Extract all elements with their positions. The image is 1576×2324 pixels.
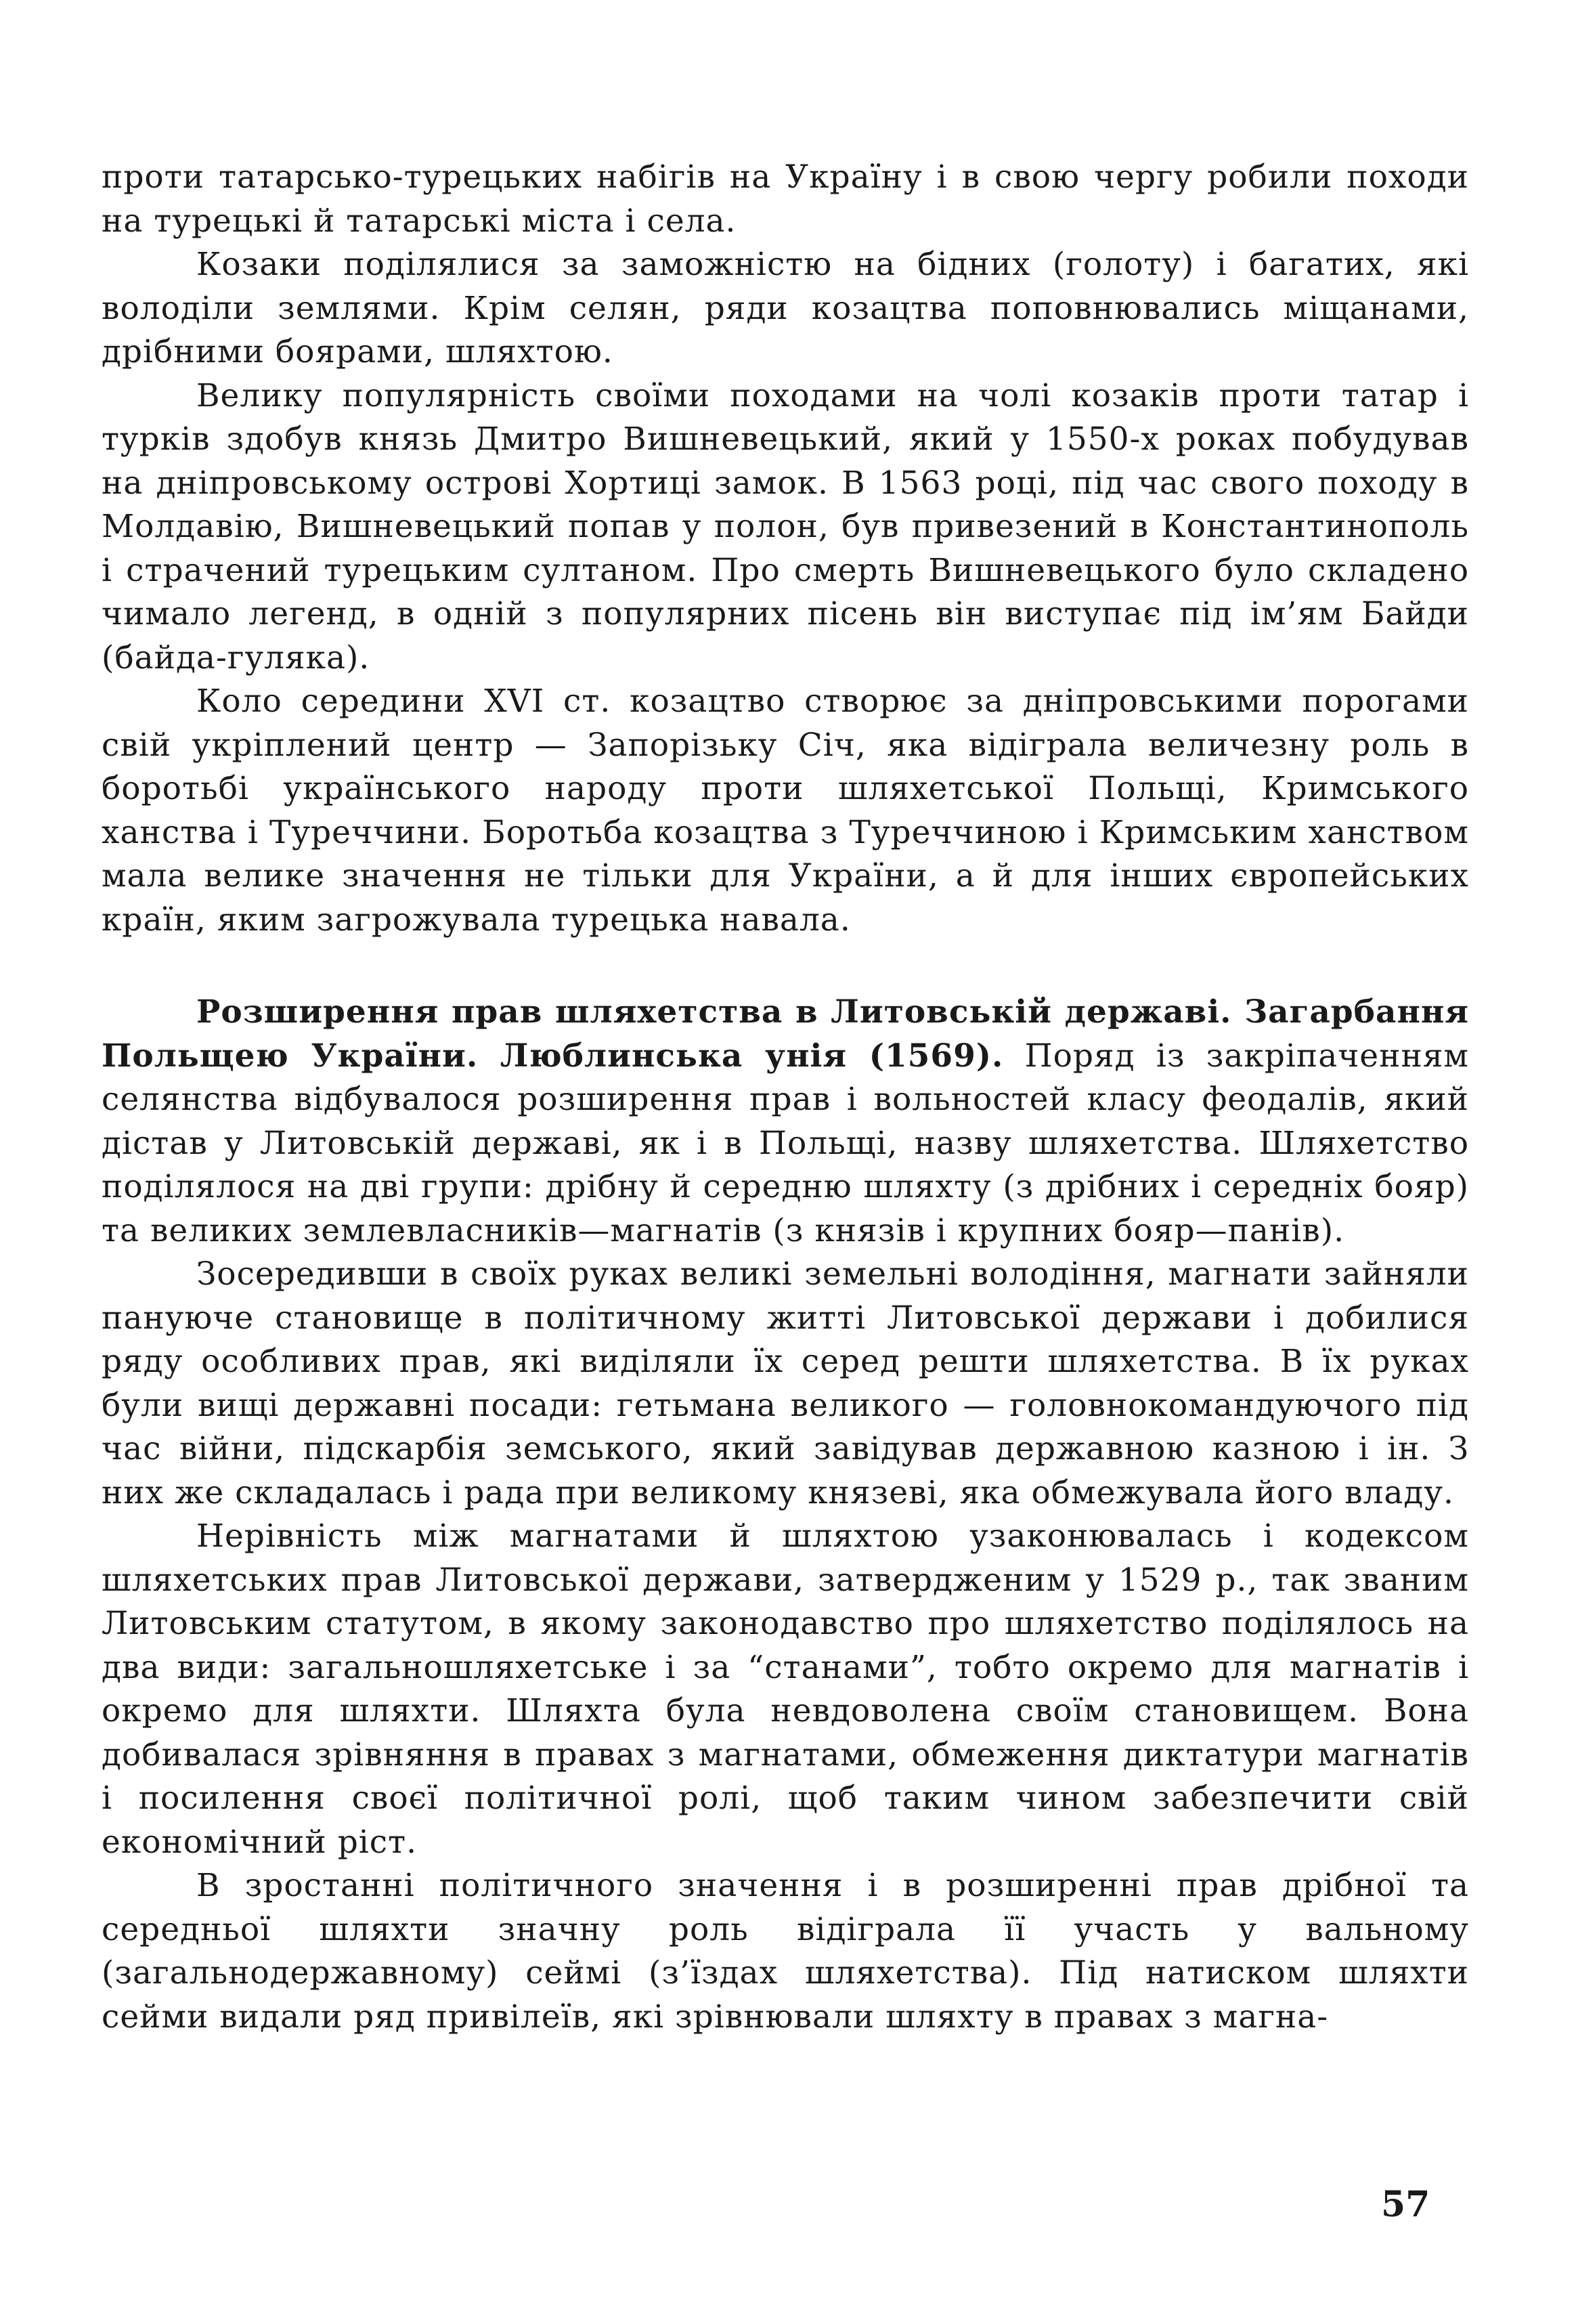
- section-heading: Розширення прав шляхетства в Литовській державі. Загарбання Польщею України. Люблинська унія (1569).: [102, 993, 1469, 1075]
- paragraph-vyshnevetsky: Велику популярність своїми походами на чолі козаків проти татар і турків здобув князь Дмитро Вишневецький, який у 1550-х роках побудував на дніпровському острові Хортиці замок. В 1563 році, під час свого походу в Молдавію, Вишневецький попав у полон, був привезений в Константинополь і страчений турецьким султаном. Про смерть Вишневецького було складено чимало легенд, в одній з популярних пісень він виступає під ім’ям Байди (байда-гуляка).: [102, 376, 1469, 676]
- section-paragraph: [102, 991, 1469, 1253]
- paragraph-general-sejm: В зростанні політичного значення і в розширенні прав дрібної та середньої шляхти значну роль відіграла її участь у вальному (загальнодержавному) сеймі (з’їздах шляхетства). Під натиском шляхти сейми видали ряд привілеїв, які зрівнювали шляхту в правах з магна-: [102, 1867, 1469, 2036]
- paragraph-continuation: проти татарсько-турецьких набігів на Україну і в свою чергу робили походи на турецькі й татарські міста і села.: [102, 158, 1469, 240]
- section-lead-text: Поряд із закріпаченням селянства відбувалося розширення прав і вольностей класу феодалів, який дістав у Литовській державі, як і в Польщі, назву шляхетства. Шляхетство поділялося на дві групи: дрібну й середню шляхту (з дрібних і середніх бояр) та великих землевласників—магнатів (з князів і крупних бояр—панів).: [102, 1037, 1469, 1249]
- paragraph-zaporizhian-sich: Коло середини XVI ст. козацтво створює за дніпровськими порогами свій укріплений центр — Запорізьку Січ, яка відіграла величезну роль в боротьбі українського народу проти шляхетської Польщі, Кримського ханства і Туреччини. Боротьба козацтва з Туреччиною і Кримським ханством мала велике значення не тільки для України, а й для інших європейських країн, яким загрожувала турецька навала.: [102, 683, 1469, 939]
- paragraph-magnates: Зосередивши в своїх руках великі земельні володіння, магнати зайняли пануюче становище в політичному житті Литовської держави і добилися ряду особливих прав, які виділяли їх серед решти шляхетства. В їх руках були вищі державні посади: гетьмана великого — головнокомандуючого під час війни, підскарбія земського, який завідував державною казною і ін. З них же складалась і рада при великому князеві, яка обмежувала його владу.: [102, 1255, 1469, 1511]
- paragraph-cossack-classes: Козаки поділялися за заможністю на бідних (голоту) і багатих, які володіли землями. Крім селян, ряди козацтва поповнювались міщанами, дрібними боярами, шляхтою.: [102, 246, 1469, 370]
- section-spacer: [102, 942, 1469, 991]
- page-text: [102, 156, 1469, 2039]
- page-number: 57: [1381, 2184, 1430, 2225]
- paragraph-lithuanian-statute: Нерівність між магнатами й шляхтою узаконювалась і кодексом шляхетських прав Литовської держави, затвердженим у 1529 р., так званим Литовським статутом, в якому законодавство про шляхетство поділялось на два види: загальношляхетське і за “станами”, тобто окремо для магнатів і окремо для шляхти. Шляхта була невдоволена своїм становищем. Вона добивалася зрівняння в правах з магнатами, обмеження диктатури магнатів і посилення своєї політичної ролі, щоб таким чином забезпечити свій економічний ріст.: [102, 1518, 1469, 1861]
